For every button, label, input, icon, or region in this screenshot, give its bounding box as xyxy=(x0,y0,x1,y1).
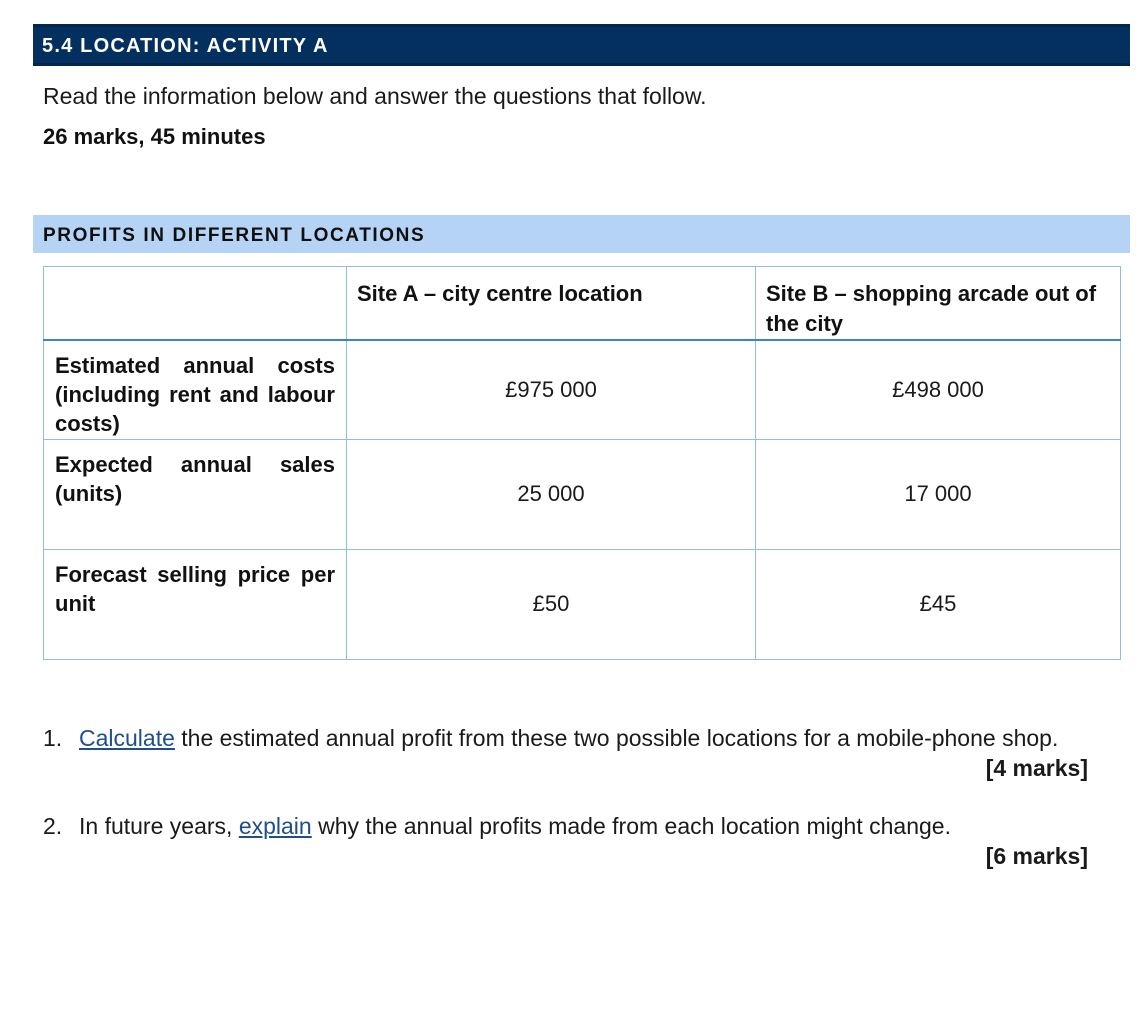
site-a-costs: £975 000 xyxy=(347,340,756,439)
site-b-costs: £498 000 xyxy=(756,340,1121,439)
question-1-number: 1. xyxy=(43,725,63,751)
table-row xyxy=(44,549,1121,659)
section-header-bar xyxy=(33,215,1130,253)
row-label-sales: Expected annual sales (units) xyxy=(44,439,347,549)
site-a-sales: 25 000 xyxy=(347,439,756,549)
site-b-sales: 17 000 xyxy=(756,439,1121,549)
header-empty-cell xyxy=(44,267,347,341)
question-2-marks: [6 marks] xyxy=(985,843,1088,869)
table-row xyxy=(44,439,1121,549)
site-b-price: £45 xyxy=(756,549,1121,659)
command-word-calculate[interactable]: Calculate xyxy=(79,725,175,751)
marks-and-time: 26 marks, 45 minutes xyxy=(43,124,266,149)
question-1-text: the estimated annual profit from these two possible locations for a mobile-phone shop. xyxy=(174,725,1059,751)
section-title: PROFITS IN DIFFERENT LOCATIONS xyxy=(43,225,426,246)
activity-title: 5.4 LOCATION: ACTIVITY A xyxy=(42,35,329,57)
question-2-number: 2. xyxy=(43,813,63,839)
table-header-row xyxy=(44,267,1121,341)
table-row xyxy=(44,340,1121,439)
question-1-marks: [4 marks] xyxy=(985,755,1088,781)
question-2-prefix: In future years, xyxy=(79,813,239,839)
header-site-a: Site A – city centre location xyxy=(347,267,756,341)
row-label-price: Forecast selling price per unit xyxy=(44,549,347,659)
site-a-price: £50 xyxy=(347,549,756,659)
row-label-costs: Estimated annual costs (including rent and labour costs) xyxy=(44,340,347,439)
intro-text: Read the information below and answer the questions that follow. xyxy=(43,83,707,109)
command-word-explain[interactable]: explain xyxy=(238,813,312,839)
question-2 xyxy=(43,811,1088,871)
question-1 xyxy=(43,723,1088,783)
profits-table xyxy=(43,266,1121,660)
header-site-b: Site B – shopping arcade out of the city xyxy=(756,267,1121,341)
question-2-text: why the annual profits made from each location might change. xyxy=(311,813,951,839)
activity-title-bar xyxy=(33,24,1130,66)
